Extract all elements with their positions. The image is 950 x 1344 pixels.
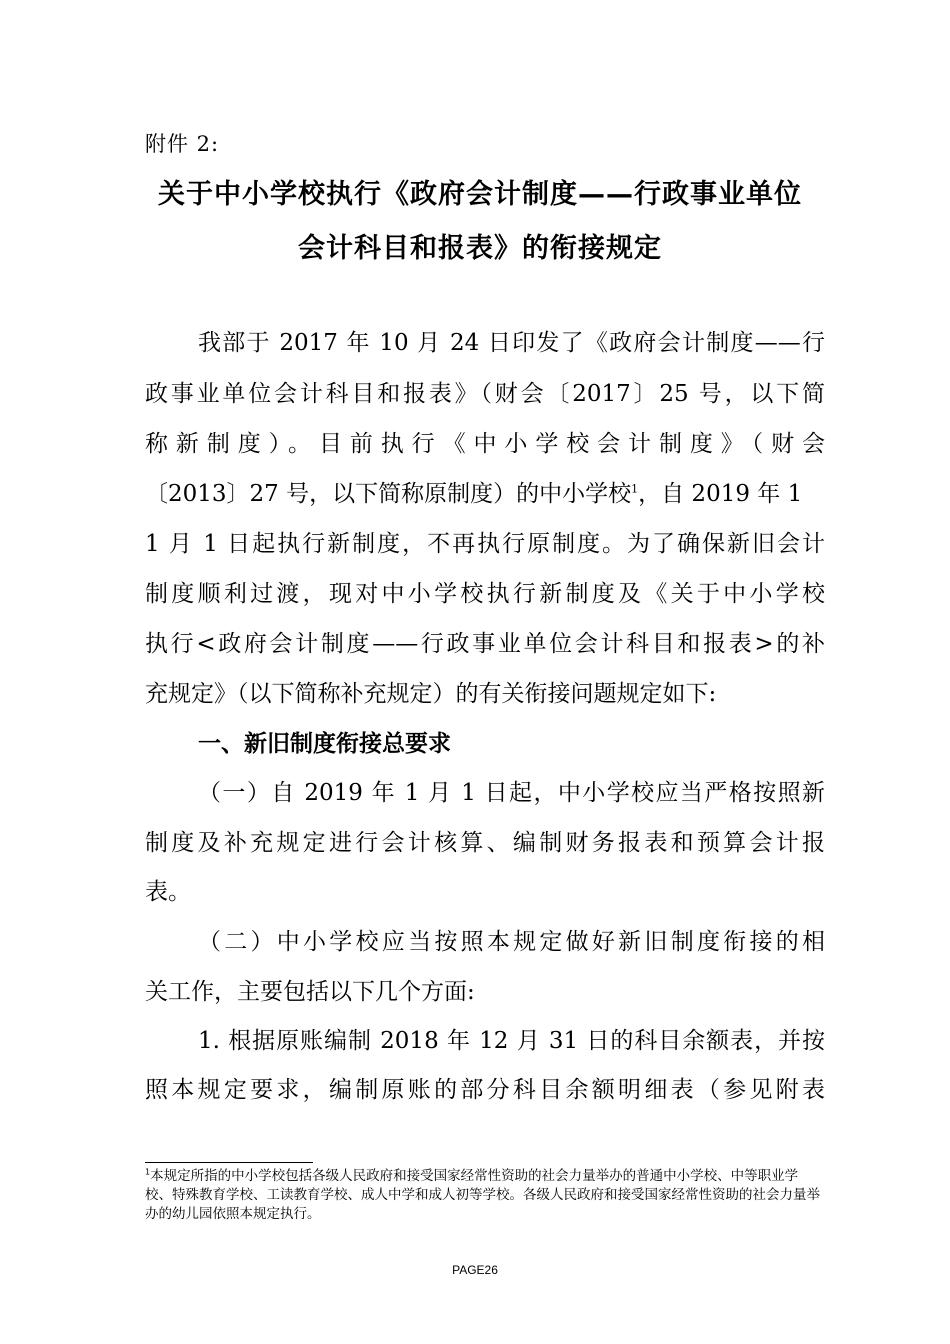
footnote xyxy=(145,1167,825,1224)
footnote-separator xyxy=(145,1162,313,1163)
item-2-line-1: （二）中小学校应当按照本规定做好新旧制度衔接的相 xyxy=(198,929,825,955)
sub-item-1-line-1: 1. 根据原账编制 2018 年 12 月 31 日的科目余额表，并按 xyxy=(198,1028,825,1054)
intro-line-5: 1 月 1 日起执行新制度，不再执行原制度。为了确保新旧会计 xyxy=(145,531,825,557)
item-2-line-2: 关工作，主要包括以下几个方面: xyxy=(145,979,475,1005)
intro-line-1: 我部于 2017 年 10 月 24 日印发了《政府会计制度——行 xyxy=(198,330,825,356)
intro-line-4-head: 〔2013〕27 号，以下简称原制度）的中小学校 xyxy=(145,481,632,507)
sub-item-1-line-2: 照本规定要求，编制原账的部分科目余额明细表（参见附表 xyxy=(145,1077,825,1103)
section-heading-1: 一、新旧制度衔接总要求 xyxy=(198,731,451,757)
document-title-line-1: 关于中小学校执行《政府会计制度——行政事业单位 xyxy=(158,179,802,210)
item-1-line-3: 表。 xyxy=(145,879,191,905)
page-number: PAGE26 xyxy=(452,1263,498,1277)
item-1-line-1: （一）自 2019 年 1 月 1 日起，中小学校应当严格按照新 xyxy=(198,780,825,806)
intro-line-4 xyxy=(145,478,825,510)
intro-line-4-tail: ，自 2019 年 1 xyxy=(638,481,803,507)
footnote-marker: 1 xyxy=(145,1167,151,1177)
document-title-line-2: 会计科目和报表》的衔接规定 xyxy=(298,233,662,264)
intro-line-6: 制度顺利过渡，现对中小学校执行新制度及《关于中小学校 xyxy=(145,581,825,607)
intro-line-3: 称新制度）。目前执行《中小学校会计制度》（财会 xyxy=(145,431,825,457)
intro-line-8: 充规定》（以下简称补充规定）的有关衔接问题规定如下: xyxy=(145,681,717,707)
intro-line-7: 执行<政府会计制度——行政事业单位会计科目和报表>的补 xyxy=(145,631,825,657)
footnote-text: 本规定所指的中小学校包括各级人民政府和接受国家经常性资助的社会力量举办的普通中小学校、中等职业学校、特殊教育学校、工读教育学校、成人中学和成人初等学校。各级人民政府和接受国家经常性资助的社会力量举办的幼儿园依照本规定执行。 xyxy=(145,1168,820,1222)
attachment-label: 附件 2: xyxy=(145,132,220,156)
intro-line-2: 政事业单位会计科目和报表》（财会〔2017〕25 号，以下简 xyxy=(145,381,825,407)
footnote-reference[interactable]: 1 xyxy=(631,482,639,496)
item-1-line-2: 制度及补充规定进行会计核算、编制财务报表和预算会计报 xyxy=(145,830,825,856)
